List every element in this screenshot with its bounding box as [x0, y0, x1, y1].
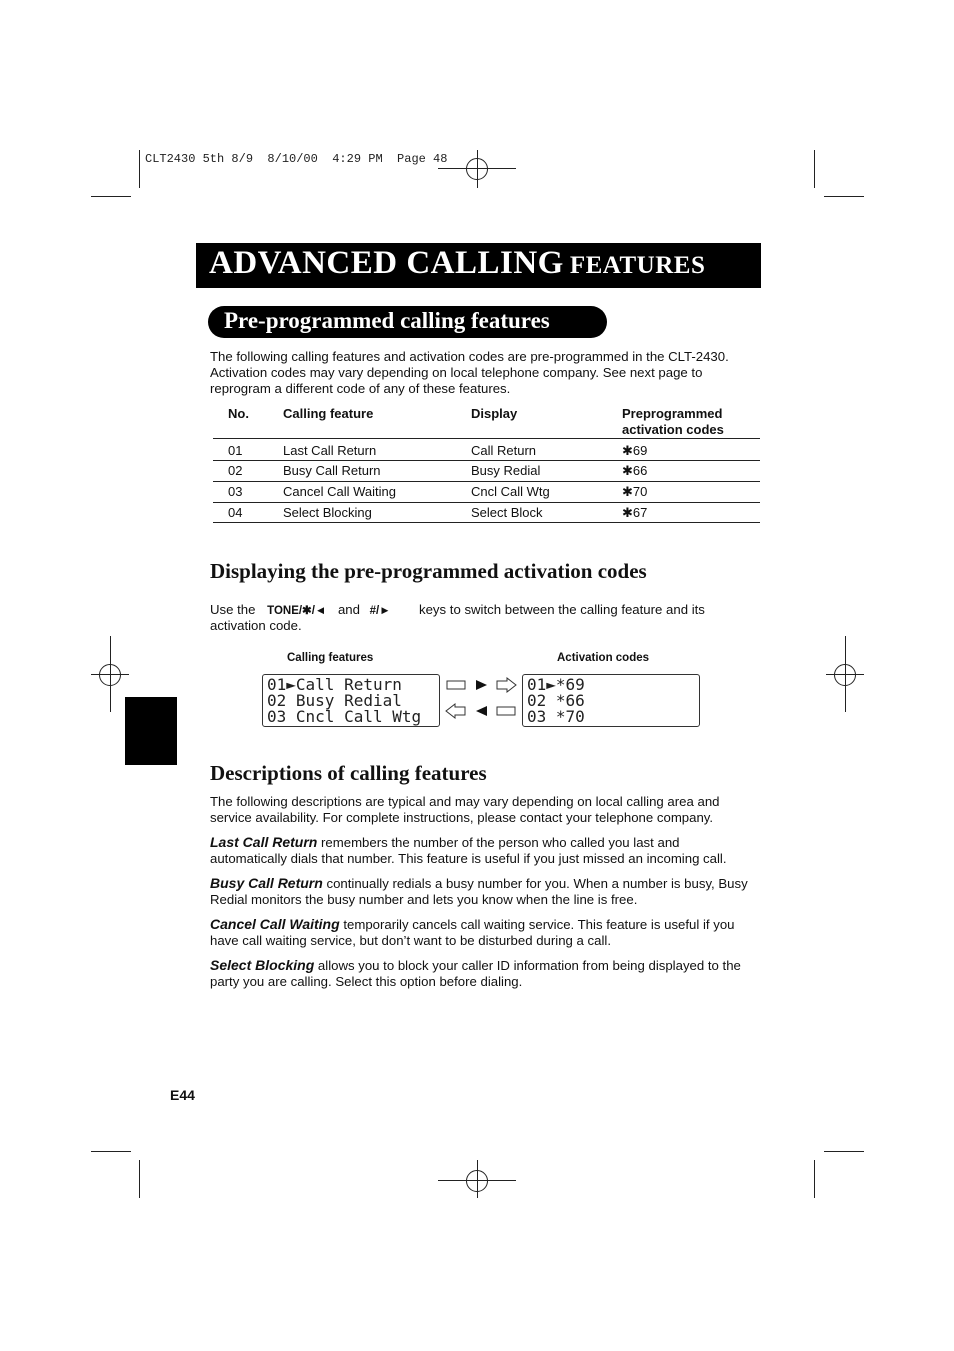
lcd-line: 02 Busy Redial	[267, 691, 402, 710]
crop-mark	[139, 150, 140, 188]
description-term: Select Blocking	[210, 957, 315, 973]
chapter-title: ADVANCED CALLING	[209, 245, 564, 281]
print-slug: CLT2430 5th 8/9 8/10/00 4:29 PM Page 48	[145, 152, 448, 166]
section-heading-pill	[208, 306, 607, 338]
table-cell: 02	[228, 463, 243, 478]
table-cell: Select Blocking	[283, 505, 372, 520]
arrow-shaft-icon	[447, 681, 465, 689]
table-cell: ✱66	[622, 463, 648, 478]
keys-text-after-2: activation code.	[210, 618, 302, 633]
lcd-line: 03 Cncl Call Wtg	[267, 707, 422, 726]
section1-heading: Pre-programmed calling features	[224, 308, 550, 333]
description-text: temporarily cancels call waiting service. This feature is useful if you have call waiting service, but don’t want to be disturbed during a call.	[210, 917, 735, 948]
lcd-line: 01►*69	[527, 675, 585, 694]
keys-text-before: Use the	[210, 602, 256, 617]
crop-mark	[139, 1160, 140, 1198]
crop-mark	[814, 1160, 815, 1198]
caption-activation-codes: Activation codes	[557, 652, 650, 664]
chapter-subtitle: FEATURES	[569, 252, 706, 279]
description-item	[210, 957, 760, 990]
description-text: allows you to block your caller ID information from being displayed to the party you are calling. Select this option before dialing.	[210, 958, 741, 989]
table-header-no: No.	[228, 406, 249, 421]
lcd-calling-features	[262, 674, 440, 727]
table-header-feature: Calling feature	[283, 406, 374, 421]
keys-text-after-1: keys to switch between the calling feature and its	[419, 602, 705, 617]
right-arrow-icon	[476, 680, 487, 690]
crop-mark	[824, 1151, 864, 1152]
crop-mark	[91, 196, 131, 197]
table-cell: Call Return	[471, 443, 537, 458]
keys-text-and: and	[337, 602, 360, 617]
section3-intro: The following descriptions are typical and may vary depending on local calling area and service availability. For complete instructions, please contact your telephone company.	[210, 794, 720, 825]
chapter-title-bar	[196, 243, 761, 288]
description-term: Last Call Return	[210, 834, 318, 850]
table-cell: 03	[228, 484, 243, 499]
crop-mark	[91, 1151, 131, 1152]
description-item	[210, 834, 760, 867]
page-number: E44	[170, 1087, 195, 1103]
table-header-codes: Preprogrammed activation codes	[622, 406, 724, 437]
lcd-activation-codes	[522, 674, 700, 727]
pound-key: #/►	[369, 605, 391, 617]
table-cell: Busy Redial	[471, 463, 541, 478]
section1-intro: The following calling features and activation codes are pre-programmed in the CLT-2430. Activation codes may vary depending on local telephone company. See next page to reprogram a different code of any of these features.	[210, 349, 729, 396]
description-item	[210, 875, 760, 908]
description-item	[210, 916, 760, 949]
tone-star-key: TONE/✱/◄	[267, 605, 327, 617]
table-cell: 04	[228, 505, 243, 520]
description-text: remembers the number of the person who called you last and automatically dials that number. This feature is useful if you just missed an incoming call.	[210, 835, 727, 866]
table-cell: Cancel Call Waiting	[283, 484, 396, 499]
arrow-shaft-icon	[497, 707, 515, 715]
section2-heading: Displaying the pre-programmed activation codes	[210, 559, 647, 583]
lcd-line: 03 *70	[527, 707, 585, 726]
caption-calling-features: Calling features	[287, 652, 374, 664]
description-term: Cancel Call Waiting	[210, 916, 340, 932]
table-header-display: Display	[471, 406, 518, 421]
chapter-side-tab	[125, 697, 177, 765]
open-left-arrow-icon	[446, 704, 465, 718]
description-text: continually redials a busy number for you. When a number is busy, Busy Redial monitors the busy number and lets you know when the line is free.	[210, 876, 748, 907]
lcd-line: 02 *66	[527, 691, 585, 710]
description-term: Busy Call Return	[210, 875, 323, 891]
lcd-line: 01►Call Return	[267, 675, 402, 694]
table-cell: ✱70	[622, 484, 648, 499]
table-cell: Last Call Return	[283, 443, 377, 458]
crop-mark	[814, 150, 815, 188]
table-cell: Cncl Call Wtg	[471, 484, 550, 499]
table-cell: 01	[228, 443, 243, 458]
section3-heading: Descriptions of calling features	[210, 761, 487, 785]
switch-arrows	[443, 676, 521, 722]
crop-mark	[824, 196, 864, 197]
table-cell: ✱67	[622, 505, 648, 520]
left-arrow-icon	[476, 706, 487, 716]
open-right-arrow-icon	[497, 678, 516, 692]
table-cell: ✱69	[622, 443, 648, 458]
table-cell: Busy Call Return	[283, 463, 381, 478]
table-cell: Select Block	[471, 505, 543, 520]
